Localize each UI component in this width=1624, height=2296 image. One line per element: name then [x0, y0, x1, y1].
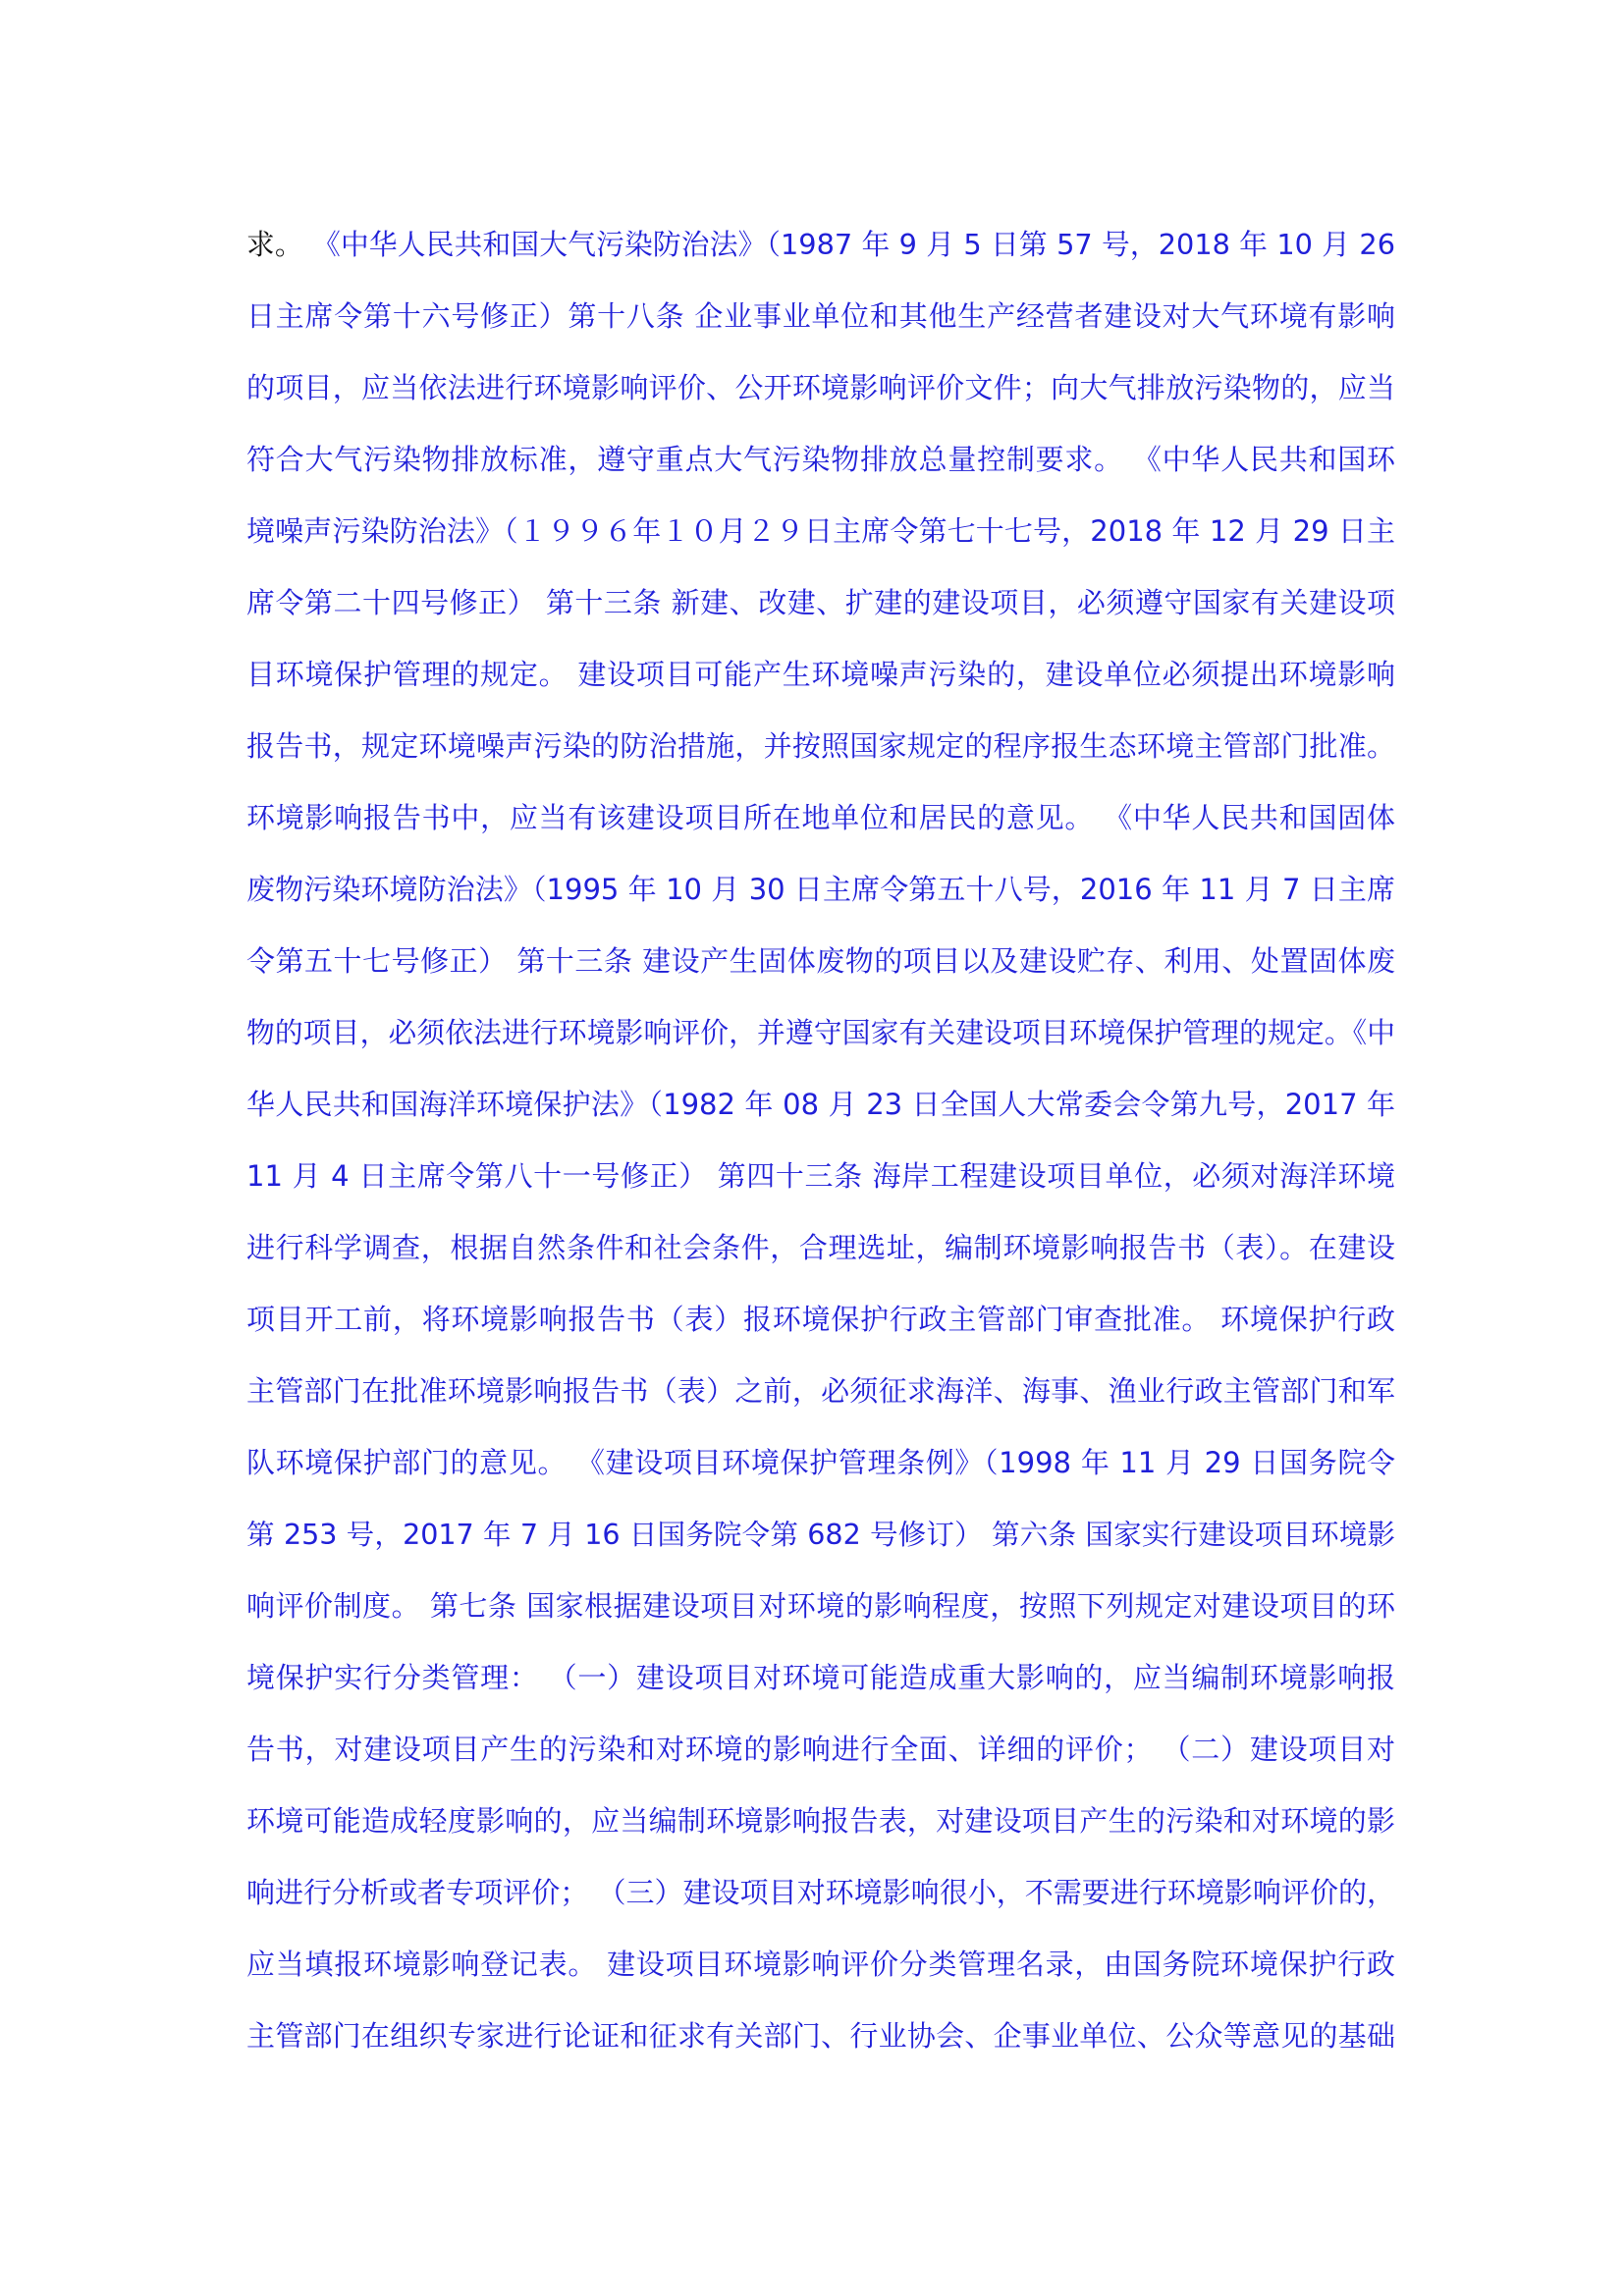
text-line: 境噪声污染防治法》（１９９６年１０月２９日主席令第七十七号，2018 年 12 月 29 日主	[246, 514, 1395, 548]
text-line: 第 253 号，2017 年 7 月 16 日国务院令第 682 号修订） 第六条 国家实行建设项目环境影	[246, 1518, 1395, 1551]
text-line: 应当填报环境影响登记表。 建设项目环境影响评价分类管理名录，由国务院环境保护行政	[246, 1948, 1395, 1981]
text-line: 物的项目，必须依法进行环境影响评价，并遵守国家有关建设项目环境保护管理的规定。《中	[246, 1016, 1395, 1049]
text-line: 主管部门在组织专家进行论证和征求有关部门、行业协会、企事业单位、公众等意见的基础	[246, 2019, 1395, 2053]
text-line: 主管部门在批准环境影响报告书（表）之前，必须征求海洋、海事、渔业行政主管部门和军	[246, 1374, 1395, 1408]
text-line: 响评价制度。 第七条 国家根据建设项目对环境的影响程度，按照下列规定对建设项目的环	[246, 1589, 1395, 1623]
text-run-black: 求。	[246, 228, 303, 261]
text-line: 环境可能造成轻度影响的，应当编制环境影响报告表，对建设项目产生的污染和对环境的影	[246, 1804, 1395, 1838]
text-line: 境保护实行分类管理： （一）建设项目对环境可能造成重大影响的，应当编制环境影响报	[246, 1661, 1395, 1694]
text-line: 的项目，应当依法进行环境影响评价、公开环境影响评价文件；向大气排放污染物的，应当	[246, 371, 1395, 404]
text-line: 席令第二十四号修正） 第十三条 新建、改建、扩建的建设项目，必须遵守国家有关建设项	[246, 586, 1395, 619]
text-line	[246, 215, 1395, 287]
text-line: 响进行分析或者专项评价； （三）建设项目对环境影响很小，不需要进行环境影响评价的，	[246, 1876, 1395, 1909]
text-run: 《中华人民共和国大气污染防治法》（1987 年 9 月 5 日第 57 号，2018 年 10 月 26	[302, 228, 1395, 261]
text-line: 11 月 4 日主席令第八十一号修正） 第四十三条 海岸工程建设项目单位，必须对海洋环境	[246, 1159, 1395, 1193]
text-line: 令第五十七号修正） 第十三条 建设产生固体废物的项目以及建设贮存、利用、处置固体废	[246, 944, 1395, 978]
text-line: 队环境保护部门的意见。 《建设项目环境保护管理条例》（1998 年 11 月 29 日国务院令	[246, 1446, 1395, 1479]
text-line: 进行科学调查，根据自然条件和社会条件，合理选址，编制环境影响报告书（表）。在建设	[246, 1231, 1395, 1264]
text-line: 项目开工前，将环境影响报告书（表）报环境保护行政主管部门审查批准。 环境保护行政	[246, 1303, 1395, 1336]
text-line: 报告书，规定环境噪声污染的防治措施，并按照国家规定的程序报生态环境主管部门批准。	[246, 729, 1395, 763]
text-line: 告书，对建设项目产生的污染和对环境的影响进行全面、详细的评价； （二）建设项目对	[246, 1733, 1395, 1766]
text-line: 符合大气污染物排放标准，遵守重点大气污染物排放总量控制要求。 《中华人民共和国环	[246, 443, 1395, 476]
text-line: 环境影响报告书中，应当有该建设项目所在地单位和居民的意见。 《中华人民共和国固体	[246, 801, 1395, 834]
body-text	[246, 215, 1395, 2078]
text-line: 日主席令第十六号修正）第十八条 企业事业单位和其他生产经营者建设对大气环境有影响	[246, 299, 1395, 333]
text-line: 废物污染环境防治法》（1995 年 10 月 30 日主席令第五十八号，2016 年 11 月 7 日主席	[246, 873, 1395, 906]
text-line: 华人民共和国海洋环境保护法》（1982 年 08 月 23 日全国人大常委会令第九号，2017 年	[246, 1088, 1395, 1121]
text-line: 目环境保护管理的规定。 建设项目可能产生环境噪声污染的，建设单位必须提出环境影响	[246, 658, 1395, 691]
